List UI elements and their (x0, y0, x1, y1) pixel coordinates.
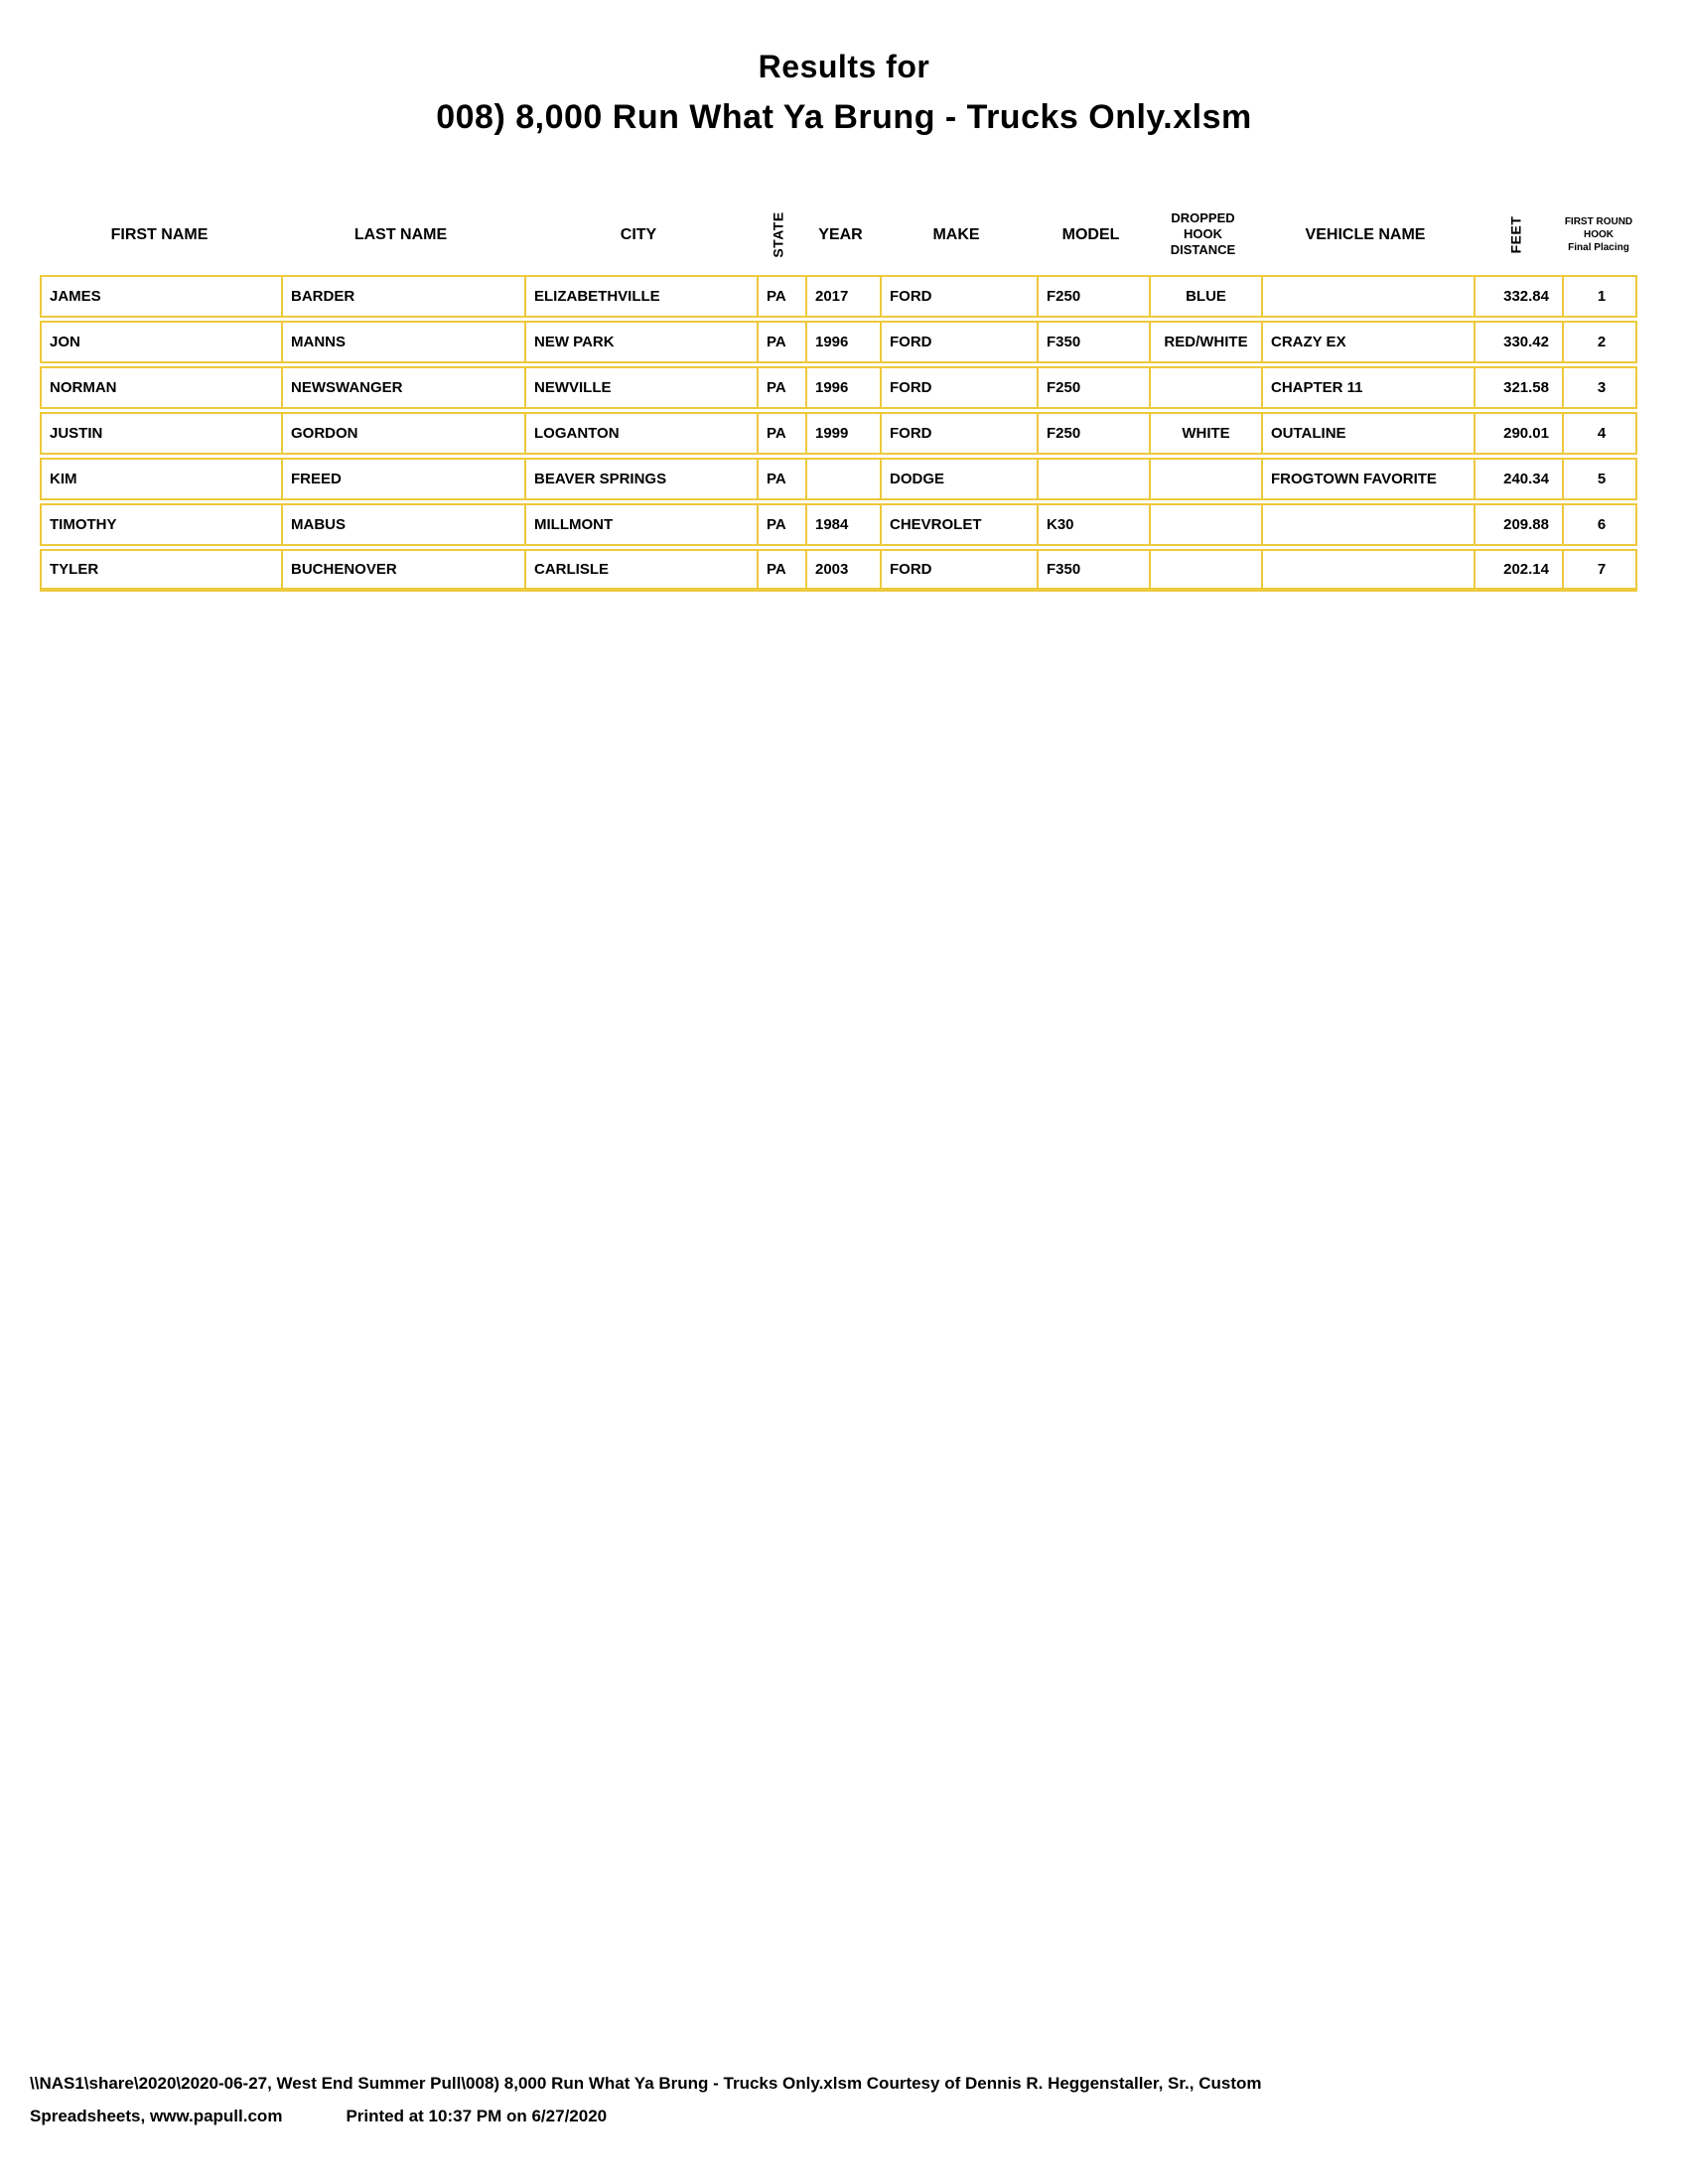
state-cell: PA (757, 551, 805, 588)
col-header-feet (1472, 194, 1560, 275)
model-cell: F350 (1037, 323, 1149, 361)
table-row (40, 275, 1637, 318)
state-cell: PA (757, 277, 805, 316)
make-cell: FORD (880, 551, 1037, 588)
dropped-hook-cell: WHITE (1149, 414, 1261, 453)
last-name-cell: BUCHENOVER (281, 551, 524, 588)
make-cell: FORD (880, 277, 1037, 316)
first-name-cell: NORMAN (50, 379, 117, 396)
last-name-cell: MANNS (281, 323, 524, 361)
make-cell: DODGE (880, 460, 1037, 498)
vehicle-name-cell (1261, 277, 1474, 316)
table-row (40, 458, 1637, 500)
col-header-state (755, 194, 803, 275)
placing-header-line1: FIRST ROUND (1564, 215, 1633, 227)
first-name-cell: JUSTIN (50, 425, 103, 442)
vehicle-name-cell (1261, 551, 1474, 588)
dropped-hook-line2: HOOK (1183, 226, 1222, 241)
dropped-hook-cell (1149, 551, 1261, 588)
placing-cell: 2 (1562, 323, 1639, 361)
table-header-row (40, 194, 1637, 275)
col-header-state-label: STATE (771, 210, 786, 258)
page-subtitle: 008) 8,000 Run What Ya Brung - Trucks Only.xlsm (436, 98, 1252, 136)
dropped-hook-line1: DROPPED (1171, 210, 1235, 225)
city-cell: NEWVILLE (524, 368, 757, 407)
year-cell: 1999 (805, 414, 880, 453)
model-cell: F250 (1037, 368, 1149, 407)
last-name-cell: NEWSWANGER (281, 368, 524, 407)
last-name-cell: BARDER (281, 277, 524, 316)
placing-cell: 6 (1562, 505, 1639, 544)
page-footer (30, 2067, 1666, 2132)
first-name-cell: TYLER (50, 561, 99, 578)
vehicle-name-cell: CHAPTER 11 (1261, 368, 1474, 407)
city-cell: MILLMONT (524, 505, 757, 544)
city-cell: CARLISLE (524, 551, 757, 588)
vehicle-name-cell: OUTALINE (1261, 414, 1474, 453)
footer-spreadsheets-text: Spreadsheets, www.papull.com (30, 2107, 283, 2125)
first-name-cell: TIMOTHY (50, 516, 117, 533)
dropped-hook-cell (1149, 368, 1261, 407)
table-row (40, 321, 1637, 363)
placing-cell: 7 (1562, 551, 1639, 588)
table-row (40, 503, 1637, 546)
dropped-hook-cell (1149, 505, 1261, 544)
first-name-cell: KIM (50, 471, 77, 487)
placing-header-line3: Final Placing (1568, 241, 1629, 253)
city-cell: ELIZABETHVILLE (524, 277, 757, 316)
make-cell: FORD (880, 368, 1037, 407)
model-cell (1037, 460, 1149, 498)
col-header-dropped-hook-distance (1147, 194, 1259, 275)
results-table (40, 194, 1637, 592)
model-cell: F350 (1037, 551, 1149, 588)
last-name-cell: GORDON (281, 414, 524, 453)
city-cell: LOGANTON (524, 414, 757, 453)
feet-cell: 209.88 (1474, 505, 1562, 544)
placing-cell: 3 (1562, 368, 1639, 407)
col-header-last-name: LAST NAME (353, 225, 448, 243)
state-cell: PA (757, 323, 805, 361)
model-cell: F250 (1037, 414, 1149, 453)
col-header-city: CITY (620, 225, 657, 243)
col-header-first-name: FIRST NAME (110, 225, 209, 243)
table-row (40, 549, 1637, 592)
year-cell: 2003 (805, 551, 880, 588)
vehicle-name-cell: CRAZY EX (1261, 323, 1474, 361)
dropped-hook-line3: DISTANCE (1170, 242, 1236, 257)
last-name-cell: MABUS (281, 505, 524, 544)
year-cell: 1996 (805, 368, 880, 407)
feet-cell: 332.84 (1474, 277, 1562, 316)
make-cell: FORD (880, 414, 1037, 453)
col-header-feet-label: FEET (1507, 215, 1523, 253)
footer-file-path-line: \\NAS1\share\2020\2020-06-27, West End Summer Pull\008) 8,000 Run What Ya Brung - Trucks Only.xlsm Courtesy of Dennis R. Heggenstaller, Sr., Custom (30, 2074, 1262, 2093)
last-name-cell: FREED (281, 460, 524, 498)
year-cell: 2017 (805, 277, 880, 316)
model-cell: F250 (1037, 277, 1149, 316)
col-header-vehicle-name: VEHICLE NAME (1305, 225, 1426, 243)
first-name-cell: JAMES (50, 288, 101, 305)
state-cell: PA (757, 368, 805, 407)
dropped-hook-cell (1149, 460, 1261, 498)
year-cell: 1984 (805, 505, 880, 544)
footer-second-line (30, 2100, 1666, 2132)
year-cell: 1996 (805, 323, 880, 361)
feet-cell: 240.34 (1474, 460, 1562, 498)
make-cell: FORD (880, 323, 1037, 361)
city-cell: BEAVER SPRINGS (524, 460, 757, 498)
vehicle-name-cell (1261, 505, 1474, 544)
state-cell: PA (757, 505, 805, 544)
year-cell (805, 460, 880, 498)
state-cell: PA (757, 414, 805, 453)
dropped-hook-cell: BLUE (1149, 277, 1261, 316)
placing-cell: 5 (1562, 460, 1639, 498)
feet-cell: 290.01 (1474, 414, 1562, 453)
feet-cell: 202.14 (1474, 551, 1562, 588)
model-cell: K30 (1037, 505, 1149, 544)
first-name-cell: JON (50, 334, 80, 350)
col-header-year: YEAR (818, 225, 863, 243)
state-cell: PA (757, 460, 805, 498)
placing-cell: 4 (1562, 414, 1639, 453)
col-header-make: MAKE (932, 225, 980, 243)
placing-header-line2: HOOK (1584, 228, 1614, 240)
feet-cell: 330.42 (1474, 323, 1562, 361)
vehicle-name-cell: FROGTOWN FAVORITE (1261, 460, 1474, 498)
make-cell: CHEVROLET (880, 505, 1037, 544)
col-header-model: MODEL (1061, 225, 1120, 243)
city-cell: NEW PARK (524, 323, 757, 361)
feet-cell: 321.58 (1474, 368, 1562, 407)
dropped-hook-cell: RED/WHITE (1149, 323, 1261, 361)
footer-printed-timestamp: Printed at 10:37 PM on 6/27/2020 (346, 2107, 608, 2125)
page-title: Results for (758, 49, 930, 84)
col-header-first-round-hook-placing (1560, 194, 1637, 275)
table-row (40, 412, 1637, 455)
table-row (40, 366, 1637, 409)
placing-cell: 1 (1562, 277, 1639, 316)
